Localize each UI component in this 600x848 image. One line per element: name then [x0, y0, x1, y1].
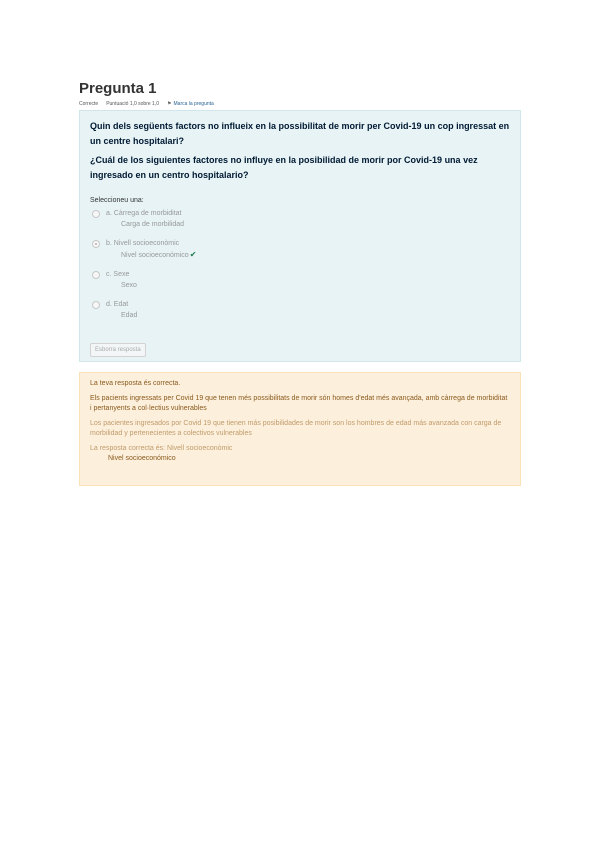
answer-text-catalan: Nivell socioeconòmic — [113, 240, 180, 247]
answer-label-a — [106, 208, 184, 230]
clear-answer-button[interactable]: Esborra resposta — [90, 343, 146, 357]
feedback-explanation-spanish: Los pacientes ingresados por Covid 19 que tienen más posibilidades de morir son los hombres de edad más avanzada con carga de morbilidad y pertenecientes a colectivos vulnerables — [90, 420, 502, 437]
question-score: Puntuació 1,0 sobre 1,0 — [106, 101, 160, 107]
answer-label-b — [106, 238, 196, 261]
answer-text-spanish: Edad — [121, 312, 138, 319]
answer-text-spanish: Nivel socioeconómico — [121, 252, 189, 259]
answer-text-catalan: Càrrega de morbiditat — [113, 210, 182, 217]
quiz-page — [79, 80, 521, 486]
answer-letter: d. — [106, 301, 112, 308]
answer-prompt: Seleccioneu una: — [90, 197, 144, 204]
question-text-catalan: Quin dels següents factors no influeix en la possibilitat de morir per Covid-19 un cop ingressat en un centre hospitalari? — [90, 121, 510, 146]
flag-question-link[interactable] — [167, 101, 214, 107]
answer-option-c[interactable] — [92, 269, 510, 291]
question-state: Correcte — [79, 101, 99, 107]
answer-radio-a[interactable] — [92, 210, 100, 218]
feedback-explanation-catalan: Els pacients ingressats per Covid 19 que tenen més possibilitats de morir són homes d'edat més avançada, amb càrrega de morbiditat i pertanyents a col·lectius vulnerables — [90, 395, 508, 412]
question-text-spanish: ¿Cuál de los siguientes factores no influye en la posibilidad de morir por Covid-19 una vez ingresado en un centro hospitalario? — [90, 155, 478, 180]
check-icon: ✔ — [189, 250, 197, 259]
feedback-result: La teva resposta és correcta. — [90, 380, 181, 387]
answer-option-a[interactable] — [92, 208, 510, 230]
answer-text-spanish-row — [106, 249, 196, 261]
feedback-box — [79, 372, 521, 486]
answer-label-c — [106, 269, 137, 291]
answer-radio-b[interactable] — [92, 240, 100, 248]
correct-answer-label: La resposta correcta és: Nivell socioeconòmic — [90, 445, 233, 452]
flag-question-label: Marca la pregunta — [173, 101, 214, 107]
answer-letter: a. — [106, 210, 112, 217]
answer-option-b[interactable] — [92, 238, 510, 261]
correct-answer-spanish: Nivel socioeconómico — [108, 455, 176, 462]
answer-text-spanish: Sexo — [121, 282, 137, 289]
answer-letter: b. — [106, 240, 112, 247]
answer-letter: c. — [106, 271, 112, 278]
answer-radio-d[interactable] — [92, 301, 100, 309]
question-title: Pregunta 1 — [79, 80, 157, 97]
answer-label-d — [106, 299, 137, 321]
answer-text-catalan: Edat — [113, 301, 129, 308]
answer-option-d[interactable] — [92, 299, 510, 321]
flag-icon: ⚑ — [167, 101, 172, 107]
answer-text-catalan: Sexe — [113, 271, 130, 278]
answer-list — [92, 208, 510, 321]
question-box — [79, 110, 521, 362]
answer-radio-c[interactable] — [92, 271, 100, 279]
question-meta — [79, 100, 521, 108]
answer-text-spanish: Carga de morbilidad — [121, 221, 185, 228]
